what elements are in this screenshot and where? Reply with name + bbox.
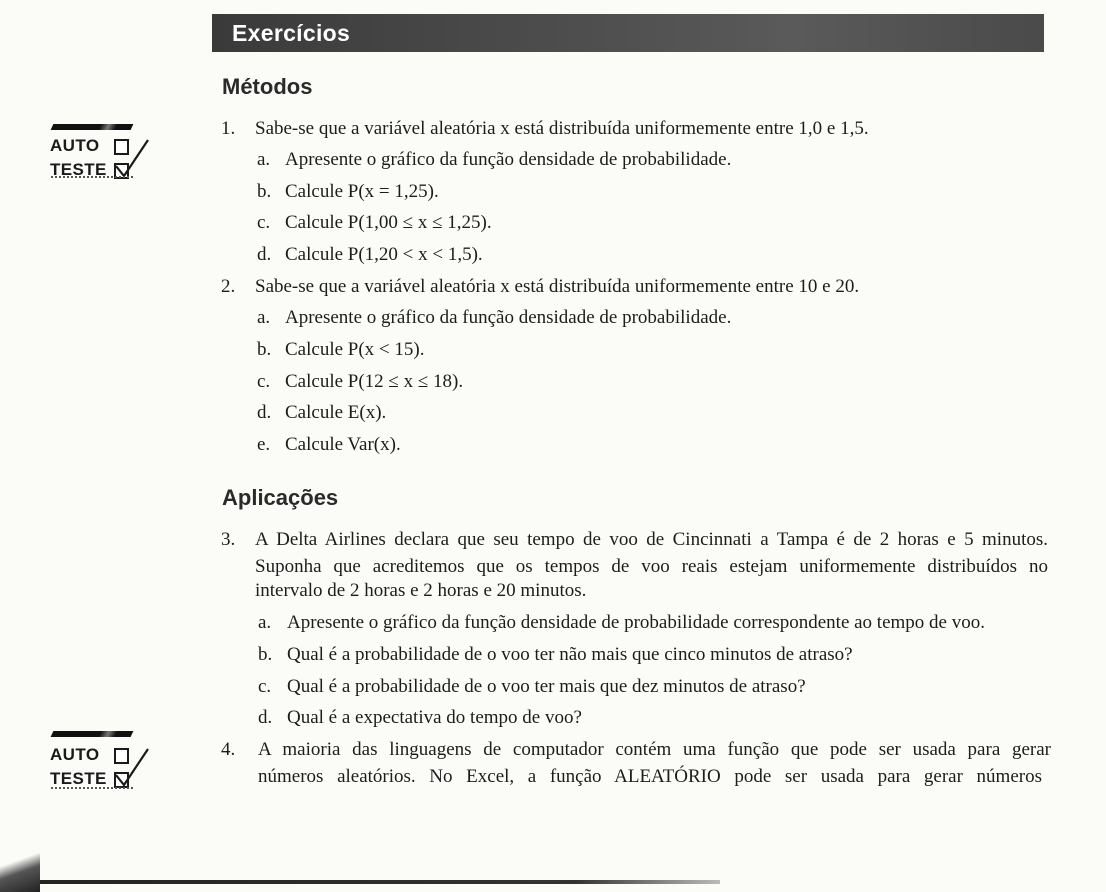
marker-bar (51, 124, 134, 130)
item-text: Calcule Var(x). (285, 434, 401, 455)
exercise-text-line: A Delta Airlines declara que seu tempo de voo de Cincinnati a Tampa é de 2 horas e 5 minutos. (255, 529, 1048, 550)
item-text: Apresente o gráfico da função densidade de probabilidade correspondente ao tempo de voo. (287, 612, 985, 633)
item-letter: a. (258, 612, 272, 633)
item-text: Qual é a probabilidade de o voo ter não mais que cinco minutos de atraso? (287, 644, 853, 665)
page-bottom-rule (0, 880, 720, 884)
item-letter: b. (257, 339, 272, 360)
item-text: Calcule P(x = 1,25). (285, 181, 439, 202)
item-letter: a. (257, 307, 271, 328)
item-letter: b. (257, 181, 272, 202)
dotted-divider (51, 787, 133, 789)
section-heading-applications: Aplicações (222, 485, 339, 510)
exercise-text-line: Suponha que acreditemos que os tempos de voo reais estejam uniformemente distribuídos no (255, 556, 1048, 577)
checkmark-icon (112, 138, 152, 180)
item-text: Calcule P(1,00 ≤ x ≤ 1,25). (285, 212, 492, 233)
exercises-banner (212, 14, 1044, 52)
auto-label: AUTO (50, 745, 100, 764)
exercise-text: Sabe-se que a variável aleatória x está distribuída uniformemente entre 1,0 e 1,5. (255, 118, 869, 139)
exercise-text-line: A maioria das linguagens de computador contém uma função que pode ser usada para gerar (258, 739, 1051, 760)
banner-title: Exercícios (232, 20, 351, 46)
item-letter: a. (257, 149, 271, 170)
item-letter: c. (258, 676, 272, 697)
teste-label: TESTE (50, 160, 107, 179)
item-text: Calcule P(12 ≤ x ≤ 18). (285, 371, 464, 392)
item-text: Calcule P(1,20 < x < 1,5). (285, 244, 483, 265)
section-heading-methods: Métodos (222, 74, 313, 99)
item-letter: e. (257, 434, 271, 455)
item-letter: d. (257, 244, 272, 265)
exercise-text-line: intervalo de 2 horas e 2 horas e 20 minutos. (255, 580, 587, 601)
item-letter: b. (258, 644, 273, 665)
item-text: Qual é a probabilidade de o voo ter mais que dez minutos de atraso? (287, 676, 806, 697)
teste-label: TESTE (50, 769, 107, 788)
item-letter: c. (257, 212, 271, 233)
item-text: Apresente o gráfico da função densidade de probabilidade. (285, 149, 732, 170)
marker-bar (51, 731, 134, 737)
exercise-number: 4. (221, 739, 236, 760)
exercise-text: Sabe-se que a variável aleatória x está distribuída uniformemente entre 10 e 20. (255, 276, 860, 297)
item-text: Apresente o gráfico da função densidade de probabilidade. (285, 307, 732, 328)
item-text: Calcule P(x < 15). (285, 339, 425, 360)
exercise-number: 3. (221, 529, 236, 550)
item-text: Calcule E(x). (285, 402, 387, 423)
autoteste-marker (50, 731, 160, 811)
autoteste-marker (50, 124, 160, 204)
dotted-divider (51, 176, 133, 178)
item-letter: d. (258, 707, 273, 728)
item-text: Qual é a expectativa do tempo de voo? (287, 707, 582, 728)
exercise-text-line: números aleatórios. No Excel, a função ALEATÓRIO pode ser usada para gerar números (258, 766, 1042, 787)
exercise-number: 1. (221, 118, 236, 139)
checkmark-icon (112, 747, 152, 789)
exercise-number: 2. (221, 276, 236, 297)
item-letter: c. (257, 371, 271, 392)
page-corner-shadow (0, 840, 40, 892)
auto-label: AUTO (50, 136, 100, 155)
item-letter: d. (257, 402, 272, 423)
